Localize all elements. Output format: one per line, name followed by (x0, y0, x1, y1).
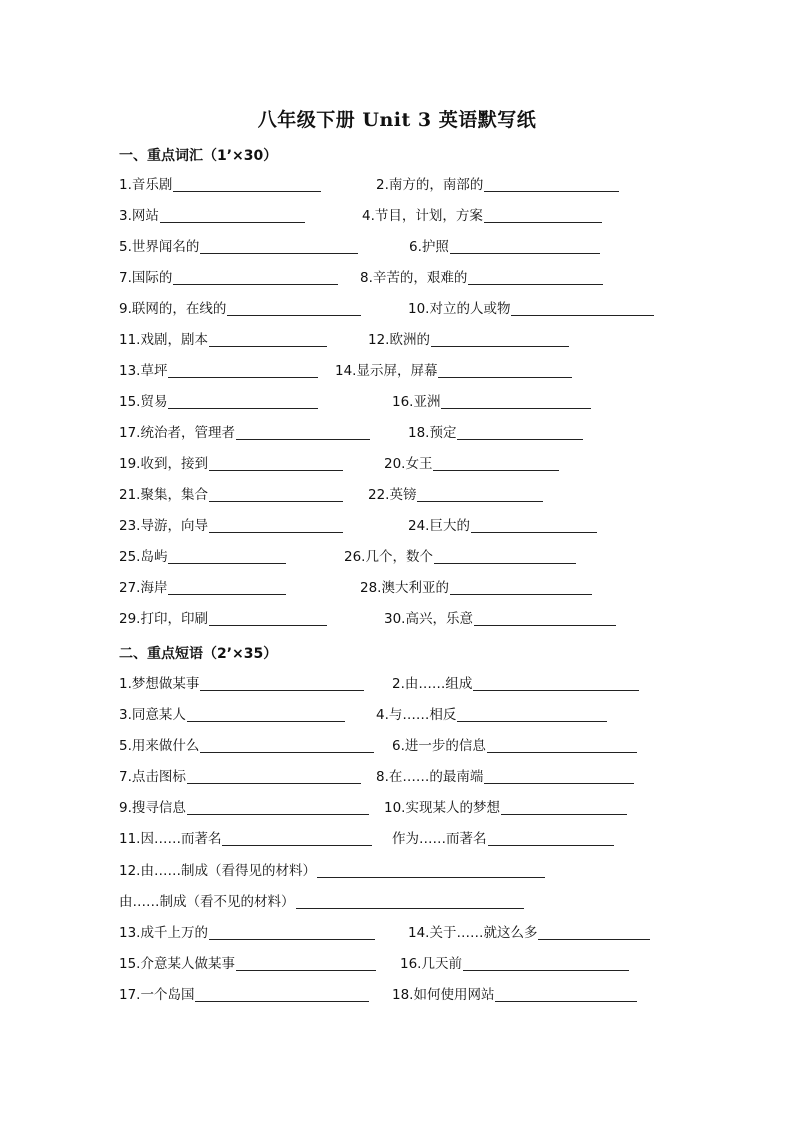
answer-blank[interactable] (168, 593, 286, 595)
item-label: 3.同意某人 (119, 707, 186, 723)
phrase-item (119, 830, 372, 848)
answer-blank[interactable] (187, 720, 345, 722)
answer-blank[interactable] (484, 190, 619, 192)
answer-blank[interactable] (473, 689, 639, 691)
vocab-item (119, 486, 343, 504)
phrase-item (384, 799, 627, 817)
answer-blank[interactable] (484, 782, 634, 784)
item-label: 16.几天前 (400, 956, 462, 972)
answer-blank[interactable] (471, 531, 597, 533)
answer-blank[interactable] (457, 720, 607, 722)
item-label: 8.在……的最南端 (376, 769, 484, 785)
item-label: 15.介意某人做某事 (119, 956, 235, 972)
vocab-item (392, 393, 591, 411)
answer-blank[interactable] (431, 345, 569, 347)
answer-blank[interactable] (168, 562, 286, 564)
item-label: 12.欧洲的 (368, 332, 430, 348)
item-label: 11.因……而著名 (119, 831, 222, 847)
vocab-item (119, 548, 286, 566)
vocab-item (119, 424, 370, 442)
answer-blank[interactable] (227, 314, 361, 316)
item-label: 5.用来做什么 (119, 738, 200, 754)
vocab-item (384, 610, 616, 628)
vocab-item (409, 238, 600, 256)
vocab-item (335, 362, 572, 380)
answer-blank[interactable] (463, 969, 629, 971)
answer-blank[interactable] (173, 190, 321, 192)
item-label: 7.点击图标 (119, 769, 186, 785)
answer-blank[interactable] (168, 376, 318, 378)
answer-blank[interactable] (488, 844, 614, 846)
vocab-item (362, 207, 602, 225)
vocab-item (119, 269, 338, 287)
answer-blank[interactable] (209, 345, 327, 347)
phrase-item (119, 768, 361, 786)
answer-blank[interactable] (487, 751, 637, 753)
phrase-item (119, 862, 545, 880)
vocab-item (119, 331, 327, 349)
vocab-item (408, 300, 654, 318)
answer-blank[interactable] (296, 907, 524, 909)
answer-blank[interactable] (160, 221, 305, 223)
phrase-item (119, 986, 369, 1004)
answer-blank[interactable] (187, 813, 369, 815)
item-label: 18.如何使用网站 (392, 987, 495, 1003)
answer-blank[interactable] (417, 500, 543, 502)
item-label: 13.草坪 (119, 363, 168, 379)
phrase-item (392, 675, 639, 693)
vocab-item (119, 610, 327, 628)
item-label: 10.实现某人的梦想 (384, 800, 500, 816)
vocab-item (376, 176, 619, 194)
item-label: 10.对立的人或物 (408, 301, 511, 317)
item-label: 26.几个，数个 (344, 549, 433, 565)
phrase-item (119, 799, 369, 817)
item-label: 18.预定 (408, 425, 457, 441)
vocab-item (119, 207, 305, 225)
item-label: 16.亚洲 (392, 394, 441, 410)
phrase-item (119, 893, 524, 911)
answer-blank[interactable] (474, 624, 616, 626)
answer-blank[interactable] (236, 438, 370, 440)
answer-blank[interactable] (222, 844, 372, 846)
item-label: 4.节目，计划，方案 (362, 208, 483, 224)
item-label: 20.女王 (384, 456, 433, 472)
answer-blank[interactable] (200, 689, 364, 691)
vocab-item (119, 517, 343, 535)
item-label: 30.高兴，乐意 (384, 611, 473, 627)
answer-blank[interactable] (195, 1000, 369, 1002)
answer-blank[interactable] (450, 252, 600, 254)
answer-blank[interactable] (173, 283, 338, 285)
item-label: 4.与……相反 (376, 707, 457, 723)
phrase-item (392, 737, 637, 755)
phrase-item (400, 955, 629, 973)
vocab-item (119, 579, 286, 597)
vocab-item (119, 238, 358, 256)
answer-blank[interactable] (200, 252, 358, 254)
answer-blank[interactable] (441, 407, 591, 409)
answer-blank[interactable] (434, 562, 576, 564)
item-label: 6.进一步的信息 (392, 738, 486, 754)
item-label: 1.梦想做某事 (119, 676, 200, 692)
phrase-item (408, 924, 650, 942)
item-label: 12.由……制成（看得见的材料） (119, 863, 316, 879)
answer-blank[interactable] (317, 876, 545, 878)
phrase-item (119, 924, 375, 942)
item-label: 24.巨大的 (408, 518, 470, 534)
item-label: 作为……而著名 (392, 831, 487, 847)
phrase-item (119, 955, 376, 973)
vocab-item (408, 517, 597, 535)
item-label: 3.网站 (119, 208, 159, 224)
item-label: 14.关于……就这么多 (408, 925, 538, 941)
item-label: 23.导游，向导 (119, 518, 208, 534)
answer-blank[interactable] (200, 751, 374, 753)
answer-blank[interactable] (484, 221, 602, 223)
answer-blank[interactable] (236, 969, 376, 971)
phrase-item (119, 737, 374, 755)
vocab-item (360, 269, 603, 287)
answer-blank[interactable] (433, 469, 559, 471)
phrase-item (119, 706, 345, 724)
answer-blank[interactable] (495, 1000, 637, 1002)
answer-blank[interactable] (457, 438, 583, 440)
vocab-item (119, 362, 318, 380)
phrase-item (376, 706, 607, 724)
answer-blank[interactable] (209, 624, 327, 626)
item-label: 13.成千上万的 (119, 925, 208, 941)
item-label: 27.海岸 (119, 580, 168, 596)
answer-blank[interactable] (209, 938, 375, 940)
vocab-item (384, 455, 559, 473)
answer-blank[interactable] (209, 531, 343, 533)
vocab-item (119, 300, 361, 318)
answer-blank[interactable] (438, 376, 572, 378)
item-label: 14.显示屏，屏幕 (335, 363, 438, 379)
item-label: 29.打印，印刷 (119, 611, 208, 627)
item-label: 2.南方的，南部的 (376, 177, 484, 193)
item-label: 8.辛苦的，艰难的 (360, 270, 468, 286)
phrase-item (392, 830, 614, 848)
vocab-item (368, 486, 543, 504)
answer-blank[interactable] (501, 813, 627, 815)
item-label: 17.一个岛国 (119, 987, 195, 1003)
item-label: 由……制成（看不见的材料） (119, 894, 295, 910)
item-label: 28.澳大利亚的 (360, 580, 449, 596)
answer-blank[interactable] (187, 782, 361, 784)
item-label: 25.岛屿 (119, 549, 168, 565)
vocab-item (119, 455, 343, 473)
phrase-item (376, 768, 634, 786)
vocab-item (119, 176, 321, 194)
phrase-item (119, 675, 364, 693)
item-label: 15.贸易 (119, 394, 168, 410)
page-title: 八年级下册 Unit 3 英语默写纸 (257, 109, 537, 131)
phrase-item (392, 986, 637, 1004)
vocab-item (408, 424, 583, 442)
item-label: 19.收到，接到 (119, 456, 208, 472)
item-label: 2.由……组成 (392, 676, 473, 692)
vocab-item (119, 393, 318, 411)
item-label: 6.护照 (409, 239, 449, 255)
item-label: 5.世界闻名的 (119, 239, 200, 255)
answer-blank[interactable] (538, 938, 650, 940)
answer-blank[interactable] (450, 593, 592, 595)
item-label: 21.聚集，集合 (119, 487, 208, 503)
item-label: 17.统治者，管理者 (119, 425, 235, 441)
item-label: 1.音乐剧 (119, 177, 173, 193)
item-label: 7.国际的 (119, 270, 173, 286)
answer-blank[interactable] (468, 283, 603, 285)
item-label: 9.联网的，在线的 (119, 301, 227, 317)
answer-blank[interactable] (511, 314, 654, 316)
section-phrases-heading: 二、重点短语（2’×35） (119, 646, 278, 662)
answer-blank[interactable] (209, 469, 343, 471)
item-label: 11.戏剧，剧本 (119, 332, 208, 348)
item-label: 22.英镑 (368, 487, 417, 503)
section-vocabulary-heading: 一、重点词汇（1’×30） (119, 148, 278, 164)
item-label: 9.搜寻信息 (119, 800, 186, 816)
answer-blank[interactable] (209, 500, 343, 502)
answer-blank[interactable] (168, 407, 318, 409)
vocab-item (344, 548, 576, 566)
vocab-item (368, 331, 569, 349)
vocab-item (360, 579, 592, 597)
